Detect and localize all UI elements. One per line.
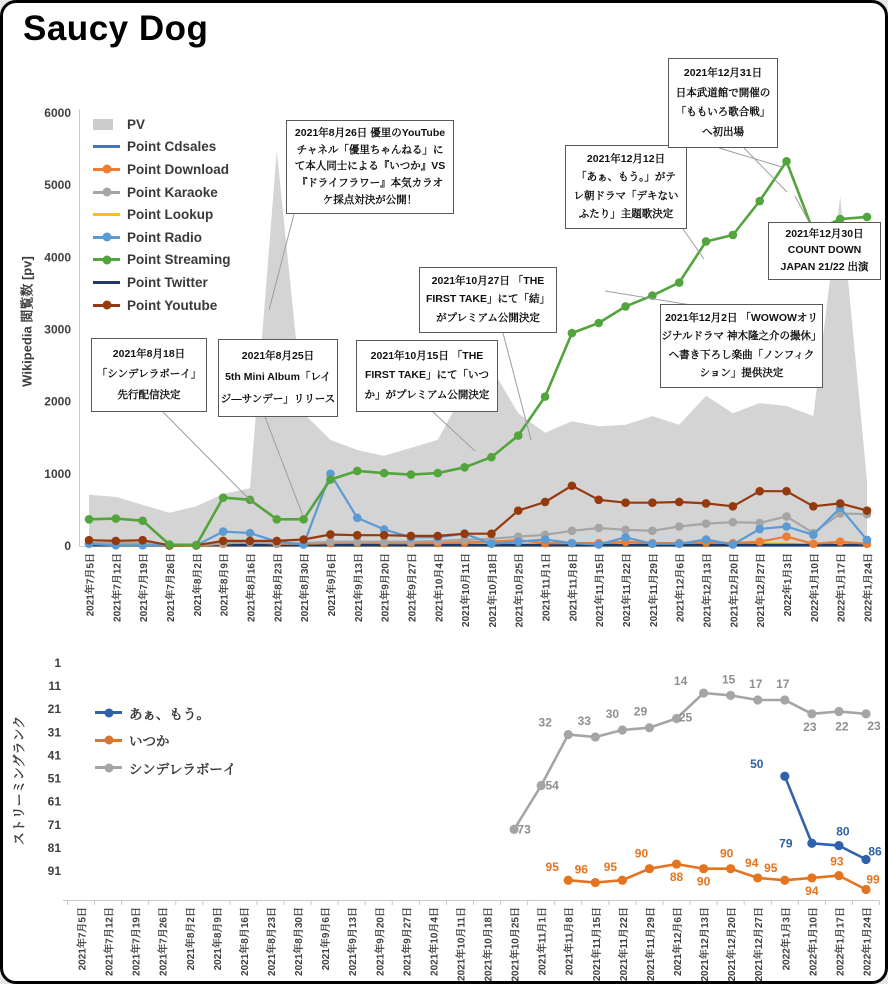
annotation-line: COUNT DOWN — [787, 244, 862, 257]
x-tick-label: 2021年10月25日 — [514, 553, 526, 628]
legend-item-karaoke: Point Karaoke — [93, 181, 231, 204]
annotation-line: 2021年12月30日 — [785, 228, 864, 241]
annotation-line: へ書き下ろし楽曲「ノンフィク — [668, 348, 815, 361]
x-tick-label: 2022年1月17日 — [835, 907, 847, 976]
annotation-line: 「ももいろ歌合戦」 — [675, 106, 771, 119]
annotation-box-6 — [565, 145, 687, 229]
data-label: 15 — [721, 672, 736, 687]
x-tick-label: 2021年12月20日 — [727, 907, 739, 982]
x-tick-label: 2021年11月15日 — [591, 907, 603, 981]
x-tick-label: 2021年11月22日 — [622, 553, 634, 627]
series-あぁ、もう。 — [750, 757, 882, 864]
y-tick-label: 51 — [47, 771, 61, 786]
x-tick-label: 2021年7月12日 — [112, 553, 124, 622]
aamou-line-swatch — [95, 706, 122, 719]
pv-area-swatch — [93, 118, 120, 131]
x-tick-label: 2021年9月20日 — [380, 553, 392, 622]
annotation-line: て本人同士による『いつか』VS — [294, 160, 446, 173]
streaming-line-swatch — [93, 253, 120, 266]
annotation-line: FIRST TAKE」にて「いつ — [364, 369, 490, 382]
annotation-line: ジナルドラマ 神木隆之介の撮休」 — [661, 330, 822, 343]
x-tick-label: 2021年9月13日 — [348, 907, 360, 976]
x-tick-label: 2021年8月9日 — [219, 553, 231, 617]
annotation-line: ション」提供決定 — [699, 366, 784, 379]
x-tick-label: 2021年9月27日 — [407, 553, 419, 622]
x-tick-label: 2021年7月5日 — [77, 907, 89, 971]
legend-item-download: Point Download — [93, 158, 231, 181]
x-tick-label: 2022年1月24日 — [863, 553, 875, 622]
x-tick-label: 2021年11月22日 — [618, 907, 630, 981]
y-tick-label: 21 — [47, 702, 61, 717]
x-tick-label: 2021年7月19日 — [131, 907, 143, 976]
x-tick-label: 2021年9月6日 — [321, 907, 333, 971]
annotation-line: ジ―サンデー」リリース — [220, 392, 336, 405]
x-tick-label: 2021年8月16日 — [239, 907, 251, 976]
x-tick-label: 2021年11月8日 — [568, 553, 580, 622]
annotation-leader-line — [683, 229, 704, 259]
annotation-box-9 — [660, 304, 823, 388]
x-tick-label: 2021年7月26日 — [158, 907, 170, 976]
cdsales-line-swatch — [93, 140, 120, 153]
x-tick-label: 2021年11月15日 — [595, 553, 607, 627]
x-tick-label: 2021年11月1日 — [541, 553, 553, 622]
y-tick-label: 91 — [47, 864, 61, 878]
x-tick-label: 2021年12月27日 — [754, 907, 766, 982]
x-tick-label: 2022年1月10日 — [808, 907, 820, 976]
legend-item-itsuka: いつか — [95, 727, 236, 755]
data-label: 94 — [745, 855, 759, 870]
lookup-line-swatch — [93, 208, 120, 221]
x-tick-label: 2021年11月8日 — [564, 907, 576, 976]
x-tick-label: 2021年7月26日 — [165, 553, 177, 622]
x-tick-label: 2022年1月3日 — [783, 553, 795, 617]
y-tick-label: 6000 — [44, 106, 71, 120]
y-tick-label: 3000 — [44, 322, 71, 337]
annotation-line: 2021年12月31日 — [683, 67, 763, 80]
annotation-line: 2021年10月27日 「THE — [431, 275, 545, 288]
x-tick-label: 2021年12月13日 — [702, 553, 714, 628]
annotation-box-2 — [218, 339, 338, 417]
data-label: 95 — [603, 860, 618, 875]
youtube-line-swatch — [93, 299, 120, 312]
annotation-line: レ朝ドラマ「デキない — [573, 189, 679, 202]
karaoke-line-swatch — [93, 186, 120, 199]
x-tick-label: 2021年8月16日 — [246, 553, 258, 622]
y-tick-label: 31 — [47, 725, 61, 740]
x-tick-label: 2021年10月4日 — [429, 907, 441, 976]
data-label: 95 — [764, 861, 778, 876]
annotation-box-5 — [419, 267, 557, 333]
data-label: 29 — [633, 704, 648, 719]
legend-item-cinderella: シンデレラボーイ — [95, 754, 236, 782]
series-いつか — [546, 847, 880, 898]
x-tick-label: 2021年11月29日 — [648, 553, 660, 627]
x-tick-label: 2021年9月13日 — [353, 553, 365, 622]
annotation-line: ケ採点対決が公開！ — [322, 194, 418, 207]
data-label: 88 — [669, 870, 684, 885]
y-tick-label: 1000 — [44, 466, 71, 481]
top-chart-legend — [93, 113, 231, 316]
x-tick-label: 2021年10月25日 — [510, 907, 522, 982]
data-label: 54 — [545, 778, 559, 793]
legend-item-cdsales: Point Cdsales — [93, 136, 231, 159]
x-tick-label: 2021年10月18日 — [483, 907, 495, 982]
legend-item-radio: Point Radio — [93, 226, 231, 249]
bottom-y-axis-label: ストリーミングランク — [11, 715, 27, 846]
data-label: 86 — [868, 844, 882, 859]
annotation-line: へ初出場 — [702, 125, 744, 138]
x-tick-label: 2021年9月27日 — [402, 907, 414, 976]
x-tick-label: 2021年7月19日 — [139, 553, 151, 622]
x-tick-label: 2021年8月9日 — [212, 907, 224, 971]
data-label: 17 — [776, 676, 790, 691]
y-tick-label: 0 — [64, 539, 71, 553]
annotation-line: 5th Mini Album「レイ — [225, 371, 331, 384]
y-tick-label: 61 — [47, 794, 61, 809]
x-tick-label: 2021年12月27日 — [756, 553, 768, 628]
x-tick-label: 2021年8月23日 — [266, 907, 278, 976]
annotation-box-3 — [286, 120, 454, 214]
annotation-line: か」がプレミアム公開決定 — [364, 389, 490, 402]
x-tick-label: 2021年8月30日 — [300, 553, 312, 622]
x-tick-label: 2022年1月3日 — [781, 907, 793, 971]
x-tick-label: 2021年9月6日 — [326, 553, 338, 617]
data-label: 95 — [545, 860, 559, 875]
x-tick-label: 2021年8月2日 — [185, 907, 197, 971]
data-label: 94 — [805, 883, 819, 898]
data-label: 22 — [835, 719, 849, 734]
annotation-box-7 — [668, 58, 778, 148]
y-tick-label: 41 — [47, 748, 61, 763]
x-tick-label: 2022年1月24日 — [862, 907, 874, 976]
x-tick-label: 2021年12月6日 — [673, 907, 685, 976]
annotation-line: 「シンデレラボーイ」 — [96, 368, 202, 381]
x-tick-label: 2021年12月13日 — [700, 907, 712, 982]
x-tick-label: 2021年11月1日 — [537, 907, 549, 976]
data-label: 14 — [673, 674, 688, 689]
annotation-leader-line — [719, 148, 782, 167]
annotation-line: 日本武道館で開催の — [675, 86, 771, 99]
data-label: 73 — [517, 822, 531, 837]
x-tick-label: 2021年12月6日 — [675, 553, 687, 622]
download-line-swatch — [93, 163, 120, 176]
annotation-line: 「あぁ、もう。」がテ — [576, 171, 676, 184]
data-label: 93 — [830, 854, 844, 869]
x-tick-label: 2022年1月10日 — [809, 553, 821, 622]
annotation-line: 2021年8月26日 優里のYouTube — [294, 126, 446, 139]
y-tick-label: 4000 — [44, 250, 71, 265]
page-title: Saucy Dog — [23, 9, 209, 48]
legend-item-streaming: Point Streaming — [93, 249, 231, 272]
x-tick-label: 2021年10月11日 — [456, 907, 468, 981]
annotation-leader-line — [163, 412, 252, 502]
data-label: 79 — [779, 836, 793, 851]
legend-item-lookup: Point Lookup — [93, 203, 231, 226]
data-label: 99 — [866, 872, 880, 887]
y-tick-label: 2000 — [44, 394, 71, 409]
annotation-line: 2021年12月2日 「WOWOWオリ — [665, 312, 818, 325]
y-tick-label: 71 — [47, 817, 61, 832]
y-tick-label: 1 — [54, 656, 61, 670]
data-label: 32 — [538, 715, 552, 730]
y-tick-label: 5000 — [44, 178, 71, 193]
annotation-box-1 — [91, 338, 207, 412]
x-tick-label: 2021年10月11日 — [461, 553, 473, 627]
data-label: 80 — [836, 824, 850, 839]
annotation-line: 2021年12月12日 — [586, 153, 666, 166]
data-label: 23 — [867, 718, 881, 733]
itsuka-line-swatch — [95, 734, 122, 747]
x-tick-label: 2021年10月18日 — [487, 553, 499, 628]
data-label: 23 — [803, 719, 817, 734]
x-tick-label: 2021年8月23日 — [273, 553, 285, 622]
x-tick-label: 2021年8月2日 — [192, 553, 204, 617]
radio-line-swatch — [93, 231, 120, 244]
bottom-chart-legend — [95, 699, 236, 782]
legend-item-pv: PV — [93, 113, 231, 136]
annotation-box-4 — [356, 340, 498, 412]
y-tick-label: 81 — [47, 840, 61, 855]
data-label: 50 — [750, 757, 764, 772]
twitter-line-swatch — [93, 276, 120, 289]
annotation-line: JAPAN 21/22 出演 — [780, 260, 869, 273]
y-tick-label: 11 — [48, 679, 61, 694]
x-tick-label: 2021年11月29日 — [645, 907, 657, 981]
top-y-axis-label: Wikipedia 閲覧数 [pv] — [19, 256, 35, 387]
annotation-line: 2021年10月15日 「THE — [370, 349, 484, 362]
x-tick-label: 2022年1月17日 — [836, 553, 848, 622]
legend-item-aamou: あぁ、もう。 — [95, 699, 236, 727]
x-tick-label: 2021年7月5日 — [85, 553, 97, 617]
annotation-line: ふたり」主題歌決定 — [578, 207, 674, 220]
x-tick-label: 2021年10月4日 — [434, 553, 446, 622]
x-tick-label: 2021年9月20日 — [375, 907, 387, 976]
data-label: 30 — [605, 707, 620, 722]
data-label: 90 — [634, 846, 649, 861]
annotation-line: FIRST TAKE」にて「結」 — [425, 293, 551, 306]
annotation-line: 2021年8月18日 — [112, 348, 186, 361]
x-tick-label: 2021年8月30日 — [294, 907, 306, 976]
legend-item-twitter: Point Twitter — [93, 271, 231, 294]
annotation-line: 先行配信決定 — [117, 388, 181, 401]
annotation-leader-line — [605, 291, 691, 305]
data-label: 17 — [749, 676, 763, 691]
annotation-box-8 — [768, 222, 881, 280]
annotation-line: 2021年8月25日 — [241, 350, 315, 363]
annotation-line: 『ドライフラワー』本気カラオ — [296, 177, 444, 190]
x-tick-label: 2021年12月20日 — [729, 553, 741, 628]
legend-item-youtube: Point Youtube — [93, 294, 231, 317]
cinderella-line-swatch — [95, 761, 122, 774]
x-tick-label: 2021年7月12日 — [104, 907, 116, 976]
series-シンデレラボーイ — [510, 672, 881, 836]
data-label: 25 — [678, 710, 693, 725]
annotation-line: チャネル「優里ちゃんねる」に — [296, 143, 444, 156]
data-label: 90 — [696, 874, 711, 889]
data-label: 33 — [577, 713, 591, 728]
annotation-line: がプレミアム公開決定 — [436, 311, 540, 324]
data-label: 90 — [719, 846, 734, 861]
data-label: 96 — [574, 862, 588, 877]
